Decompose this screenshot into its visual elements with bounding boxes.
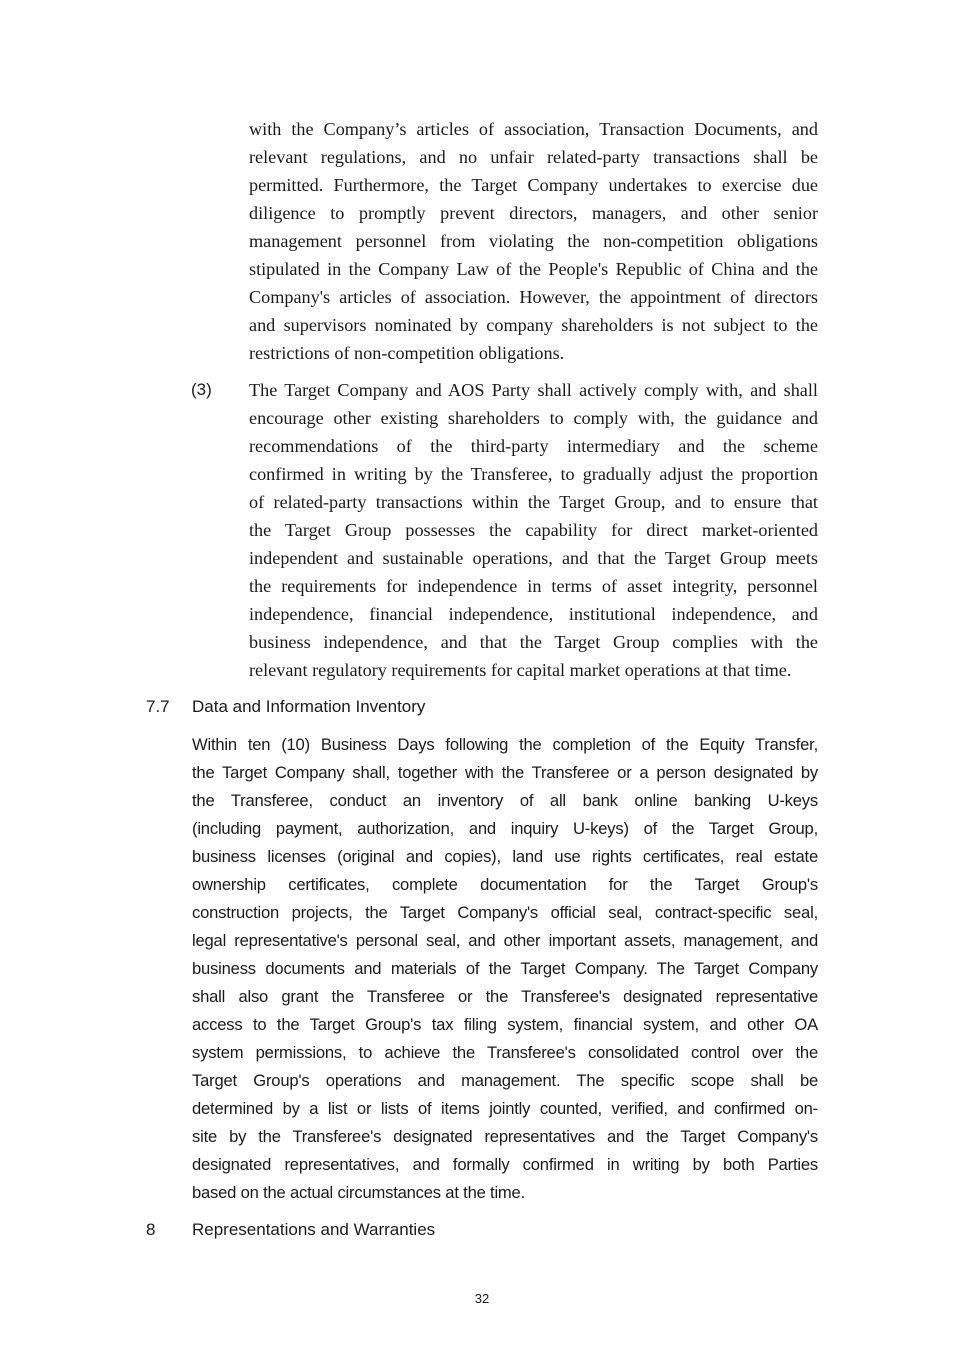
text-line: confirmed in writing by the Transferee, to gradually adjust the proportion	[249, 464, 818, 484]
section-7-7-paragraph	[192, 731, 818, 1207]
text-line: legal representative's personal seal, and other important assets, management, and	[192, 931, 818, 950]
text-line: site by the Transferee's designated representatives and the Target Company's	[192, 1127, 818, 1146]
text-line: based on the actual circumstances at the time.	[192, 1183, 525, 1202]
section-title: Representations and Warranties	[192, 1220, 436, 1239]
text-line: the requirements for independence in terms of asset integrity, personnel	[249, 576, 818, 596]
text-line: independent and sustainable operations, and that the Target Group meets	[249, 548, 818, 568]
section-number: 7.7	[146, 697, 170, 716]
item-3-paragraph	[249, 376, 818, 684]
text-line: relevant regulatory requirements for capital market operations at that time.	[249, 660, 792, 680]
text-line: business documents and materials of the Target Company. The Target Company	[192, 959, 818, 978]
text-line: diligence to promptly prevent directors, managers, and other senior	[249, 203, 818, 223]
text-line: Within ten (10) Business Days following the completion of the Equity Transfer,	[192, 735, 818, 754]
text-line: The Target Company and AOS Party shall actively comply with, and shall	[249, 380, 818, 400]
text-line: business licenses (original and copies), land use rights certificates, real estate	[192, 847, 818, 866]
text-line: designated representatives, and formally confirmed in writing by both Parties	[192, 1155, 818, 1174]
text-line: and supervisors nominated by company shareholders is not subject to the	[249, 315, 818, 335]
text-line: Company's articles of association. However, the appointment of directors	[249, 287, 818, 307]
text-line: (including payment, authorization, and inquiry U-keys) of the Target Group,	[192, 819, 818, 838]
text-line: the Transferee, conduct an inventory of all bank online banking U-keys	[192, 791, 818, 810]
item-number: (3)	[191, 380, 212, 399]
text-line: construction projects, the Target Company's official seal, contract-specific seal,	[192, 903, 818, 922]
text-line: system permissions, to achieve the Transferee's consolidated control over the	[192, 1043, 818, 1062]
text-line: the Target Company shall, together with the Transferee or a person designated by	[192, 763, 818, 782]
text-line: restrictions of non-competition obligations.	[249, 343, 565, 363]
section-title: Data and Information Inventory	[192, 697, 426, 716]
text-line: ownership certificates, complete documentation for the Target Group's	[192, 875, 818, 894]
text-line: access to the Target Group's tax filing system, financial system, and other OA	[192, 1015, 818, 1034]
text-line: business independence, and that the Target Group complies with the	[249, 632, 818, 652]
text-line: permitted. Furthermore, the Target Company undertakes to exercise due	[249, 175, 818, 195]
text-line: recommendations of the third-party intermediary and the scheme	[249, 436, 818, 456]
text-line: encourage other existing shareholders to comply with, the guidance and	[249, 408, 818, 428]
text-line: the Target Group possesses the capability for direct market-oriented	[249, 520, 818, 540]
text-line: independence, financial independence, institutional independence, and	[249, 604, 818, 624]
page-number: 32	[474, 1291, 490, 1306]
text-line: shall also grant the Transferee or the Transferee's designated representative	[192, 987, 818, 1006]
text-line: management personnel from violating the non-competition obligations	[249, 231, 818, 251]
text-line: determined by a list or lists of items jointly counted, verified, and confirmed on-	[192, 1099, 818, 1118]
continuation-paragraph	[249, 115, 818, 367]
text-line: stipulated in the Company Law of the People's Republic of China and the	[249, 259, 818, 279]
text-line: of related-party transactions within the Target Group, and to ensure that	[249, 492, 818, 512]
section-number: 8	[146, 1220, 156, 1239]
text-line: relevant regulations, and no unfair related-party transactions shall be	[249, 147, 818, 167]
text-line: with the Company’s articles of association, Transaction Documents, and	[249, 119, 818, 139]
text-line: Target Group's operations and management. The specific scope shall be	[192, 1071, 818, 1090]
